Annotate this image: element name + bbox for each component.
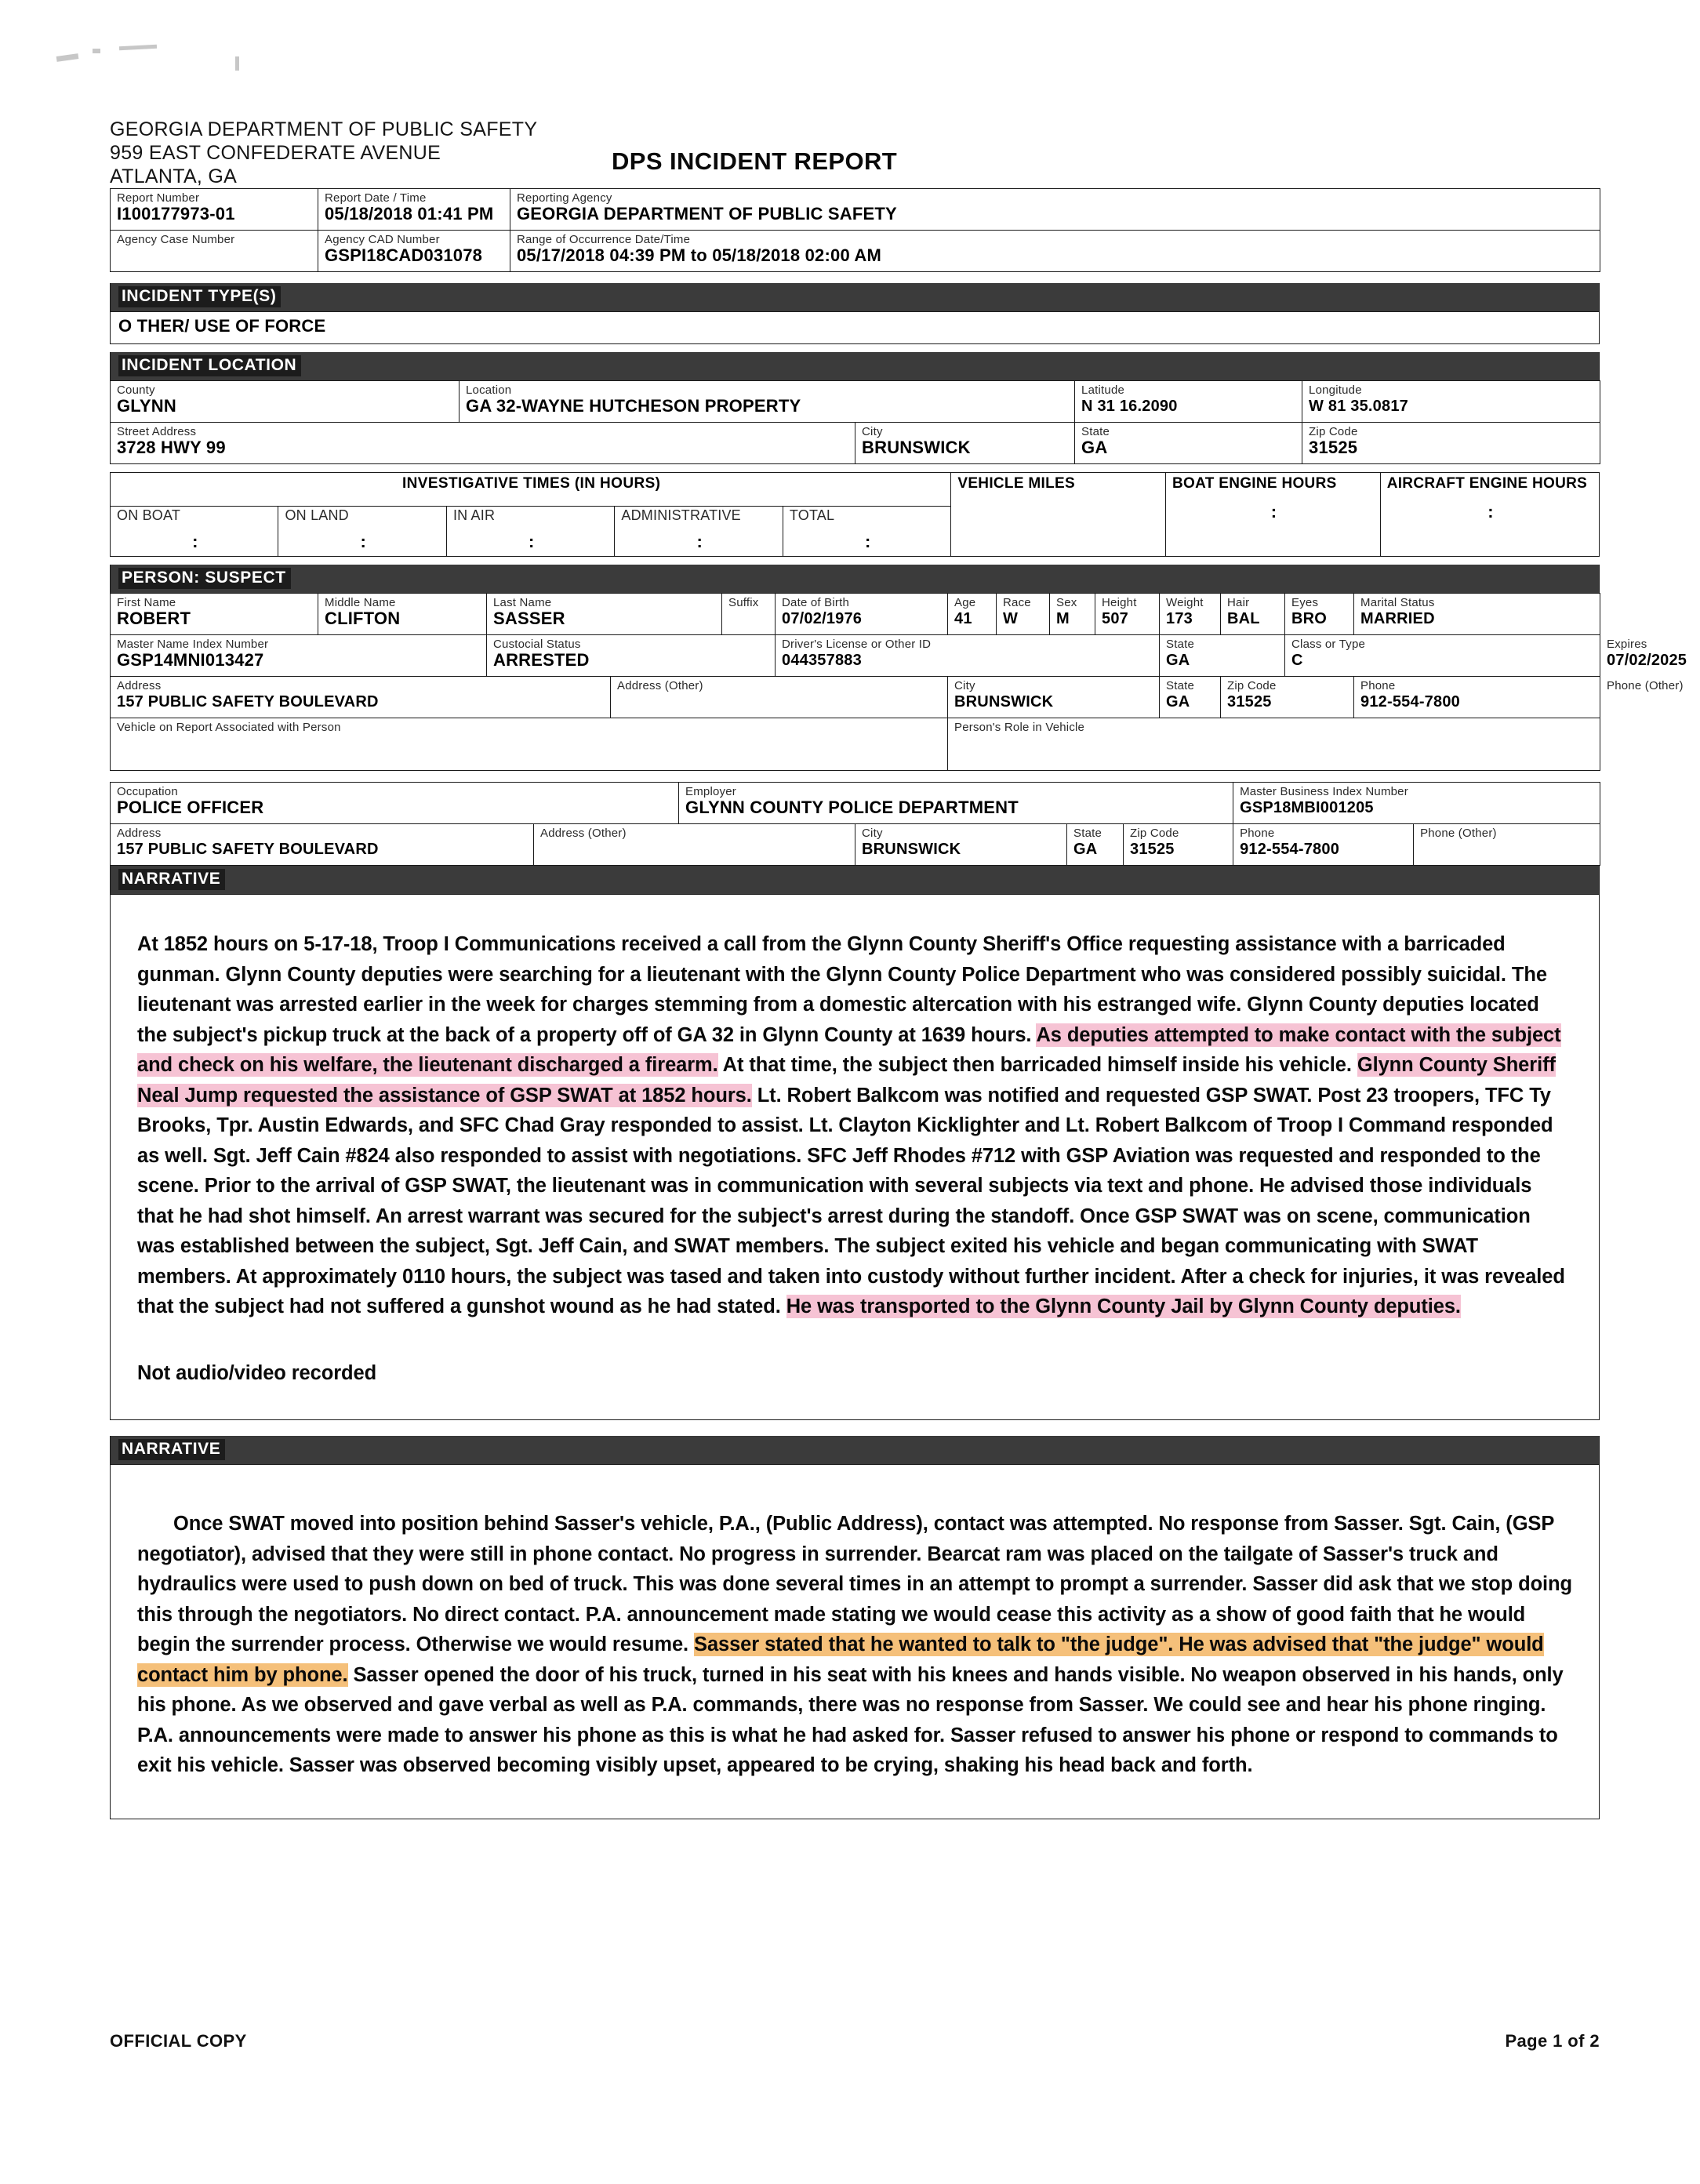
sex-cell (1050, 594, 1095, 635)
narrative-segment: Once SWAT moved into position behind Sasser's vehicle, P.A., (Public Address), contact was attempted. No response from Sasser. Sgt. Cain, (GSP negotiator), advised that they were still in phone contact. No progress in surrender. Bearcat ram was placed on the tailgate of Sasser's truck and hydraulics were used to push down on bed of truck. This was done several times in an attempt to prompt a surrender. Sasser did ask that we stop doing this through the negotiators. No direct contact. P.A. announcement made stating we would cease this activity as a show of good faith that he would begin the surrender process. Otherwise we would resume. (137, 1513, 1572, 1655)
narrative-1-section-bar (110, 866, 1600, 894)
occupation-value: POLICE OFFICER (117, 798, 264, 817)
mni-cell (111, 635, 487, 677)
agency-name-line: GEORGIA DEPARTMENT OF PUBLIC SAFETY (110, 118, 538, 140)
suspect-state-label: State (1166, 679, 1195, 692)
report-sheet (110, 118, 1687, 1819)
employer-state-value: GA (1073, 841, 1098, 858)
suspect-phone-value: 912-554-7800 (1360, 693, 1460, 710)
location-zip-value: 31525 (1309, 438, 1358, 457)
dl-class-label: Class or Type (1291, 638, 1366, 651)
suspect-section-bar (110, 565, 1600, 593)
suspect-zip-cell (1221, 677, 1354, 718)
last-name-cell (487, 594, 722, 635)
report-datetime-cell (318, 189, 510, 231)
vehicle-miles-cell (951, 473, 1166, 557)
race-label: Race (1003, 596, 1031, 609)
letterhead (110, 118, 1600, 188)
marital-status-label: Marital Status (1360, 596, 1435, 609)
incident-location-section-bar (110, 352, 1600, 380)
table-row (111, 189, 1600, 231)
agency-case-number-cell (111, 231, 318, 272)
employer-address-label: Address (117, 827, 162, 840)
custodial-status-value: ARRESTED (493, 650, 590, 670)
narrative-2-text (137, 1509, 1572, 1781)
table-row (111, 783, 1600, 824)
suspect-city-value: BRUNSWICK (954, 693, 1054, 710)
report-number-cell (111, 189, 318, 231)
employer-city-cell (855, 824, 1067, 866)
height-value: 507 (1102, 610, 1128, 627)
employer-phone-label: Phone (1240, 827, 1275, 840)
custodial-status-label: Custocial Status (493, 638, 581, 651)
employer-phone-other-label: Phone (Other) (1420, 827, 1497, 840)
investigative-times-table (110, 472, 1600, 557)
incident-location-table (110, 380, 1600, 464)
middle-name-value: CLIFTON (325, 609, 401, 628)
document-title: DPS INCIDENT REPORT (612, 147, 898, 175)
table-row (111, 423, 1600, 464)
table-row (111, 473, 1600, 507)
administrative-cell (615, 507, 783, 557)
latitude-value: N 31 16.2090 (1081, 398, 1178, 415)
county-value: GLYNN (117, 396, 176, 416)
table-row (111, 718, 1600, 771)
suspect-state-cell (1160, 677, 1221, 718)
total-value: : (864, 532, 871, 551)
agency-cad-number-value: GSPI18CAD031078 (325, 245, 483, 265)
location-cell (460, 381, 1075, 423)
table-row: Master Name Index Number GSP14MNI013427 Custocial Status ARRESTED Driver's License or Other ID 044357883 State GA Class or Type C Expires 07/02/2025 (111, 635, 1600, 677)
suspect-bar-label: PERSON: SUSPECT (118, 568, 291, 589)
employer-zip-label: Zip Code (1130, 827, 1179, 840)
suspect-state-value: GA (1166, 693, 1190, 710)
scan-artifact (235, 56, 239, 71)
narrative-1-closing-note: Not audio/video recorded (137, 1361, 377, 1384)
in-air-value: : (529, 532, 535, 551)
suspect-address-value: 157 PUBLIC SAFETY BOULEVARD (117, 693, 379, 710)
dl-state-value: GA (1166, 652, 1190, 669)
highlighted-text-orange: Sasser stated that he wanted to talk to "the judge". He was advised that "the judge" would contact him by phone. (137, 1633, 1544, 1686)
on-boat-cell (111, 507, 278, 557)
aircraft-engine-hours-cell (1380, 473, 1599, 557)
total-label: TOTAL (789, 507, 835, 523)
aircraft-engine-hours-value: : (1488, 502, 1494, 521)
mbi-cell (1233, 783, 1600, 824)
drivers-license-label: Driver's License or Other ID (782, 638, 932, 651)
reporting-agency-cell (510, 189, 1600, 231)
sex-label: Sex (1056, 596, 1077, 609)
scan-artifact (93, 49, 100, 53)
in-air-label: IN AIR (452, 507, 496, 523)
eyes-value: BRO (1291, 610, 1328, 627)
location-zip-cell (1302, 423, 1600, 464)
reporting-agency-value: GEORGIA DEPARTMENT OF PUBLIC SAFETY (517, 204, 897, 223)
narrative-2-box (110, 1464, 1600, 1819)
table-row (111, 824, 1600, 866)
dl-class-value: C (1291, 652, 1303, 669)
range-of-occurrence-label: Range of Occurrence Date/Time (517, 233, 691, 246)
eyes-cell (1285, 594, 1354, 635)
investigative-times-header: INVESTIGATIVE TIMES (IN HOURS) (111, 473, 951, 507)
dob-label: Date of Birth (782, 596, 849, 609)
agency-street-line: 959 EAST CONFEDERATE AVENUE (110, 142, 441, 164)
person-role-in-vehicle-cell (948, 718, 1600, 771)
suspect-address-other-label: Address (Other) (617, 679, 703, 692)
longitude-value: W 81 35.0817 (1309, 398, 1408, 415)
boat-engine-hours-label: BOAT ENGINE HOURS (1172, 475, 1337, 492)
narrative-segment: At that time, the subject then barricaded himself inside his vehicle. (717, 1054, 1357, 1076)
suspect-zip-label: Zip Code (1227, 679, 1277, 692)
on-boat-label: ON BOAT (117, 507, 181, 523)
in-air-cell (446, 507, 614, 557)
employer-label: Employer (685, 785, 736, 798)
narrative-1-box (110, 894, 1600, 1420)
narrative-segment: Lt. Robert Balkcom was notified and requested GSP SWAT. Post 23 troopers, TFC Ty Brooks, Tpr. Austin Edwards, and SFC Chad Gray responded to assist. Lt. Clayton Kicklighter and Lt. Robert Balkcom of Troop I Command responded as well. Sgt. Jeff Cain #824 also responded to assist with negotiations. SFC Jeff Rhodes #712 with GSP Aviation was requested and responded to the scene. Prior to the arrival of GSP SWAT, the lieutenant was in communication with several subjects via text and phone. He advised those individuals that he had shot himself. An arrest warrant was secured for the subject's arrest during the standoff. Once GSP SWAT was on scene, communication was established between the subject, Sgt. Jeff Cain, and SWAT members. The subject exited his vehicle and began communicating with SWAT members. At approximately 0110 hours, the subject was tased and taken into custody without further incident. After a check for injuries, it was revealed that the subject had not suffered a gunshot wound as he had stated. (137, 1084, 1565, 1317)
employer-value: GLYNN COUNTY POLICE DEPARTMENT (685, 798, 1019, 817)
county-label: County (117, 383, 155, 397)
occupation-cell (111, 783, 679, 824)
range-of-occurrence-cell (510, 231, 1600, 272)
agency-cad-number-label: Agency CAD Number (325, 233, 440, 246)
location-city-value: BRUNSWICK (862, 438, 971, 457)
race-cell (997, 594, 1050, 635)
range-of-occurrence-value: 05/17/2018 04:39 PM to 05/18/2018 02:00 AM (517, 245, 881, 265)
table-row: Address 157 PUBLIC SAFETY BOULEVARD Address (Other) City BRUNSWICK State GA Zip Code 31525 Phone 912-554-7800 Phone (Other) (111, 677, 1600, 718)
scan-artifact (56, 53, 79, 62)
on-land-value: : (360, 532, 366, 551)
employer-state-label: State (1073, 827, 1102, 840)
employer-cell (679, 783, 1233, 824)
longitude-label: Longitude (1309, 383, 1362, 397)
suspect-address-label: Address (117, 679, 162, 692)
suffix-label: Suffix (728, 596, 759, 609)
suspect-phone-label: Phone (1360, 679, 1396, 692)
incident-location-bar-label: INCIDENT LOCATION (118, 355, 301, 376)
dl-class-cell (1285, 635, 1600, 677)
first-name-label: First Name (117, 596, 176, 609)
report-number-value: I100177973-01 (117, 204, 235, 223)
aircraft-engine-hours-label: AIRCRAFT ENGINE HOURS (1386, 475, 1588, 492)
middle-name-cell (318, 594, 487, 635)
on-land-cell (278, 507, 446, 557)
suspect-zip-value: 31525 (1227, 693, 1272, 710)
location-zip-label: Zip Code (1309, 425, 1358, 438)
mni-value: GSP14MNI013427 (117, 650, 264, 670)
sex-value: M (1056, 610, 1070, 627)
agency-city-line: ATLANTA, GA (110, 165, 238, 187)
dob-cell (776, 594, 948, 635)
first-name-cell (111, 594, 318, 635)
total-cell (783, 507, 950, 557)
weight-value: 173 (1166, 610, 1193, 627)
longitude-cell (1302, 381, 1600, 423)
narrative-segment: Sasser opened the door of his truck, turned in his seat with his knees and hands visible. No weapon observed in his hands, only his phone. As we observed and gave verbal as well as P.A. commands, there was no response from Sasser. We could see and hear his phone ringing. P.A. announcements were made to answer his phone as this is what he had asked for. Sasser refused to answer his phone or respond to commands to exit his vehicle. Sasser was observed becoming visibly upset, appeared to be crying, shaking his head back and forth. (137, 1663, 1564, 1776)
highlighted-text-pink: He was transported to the Glynn County Jail by Glynn County deputies. (786, 1296, 1461, 1317)
page-footer (110, 2031, 1600, 2051)
suspect-city-label: City (954, 679, 975, 692)
agency-cad-number-cell (318, 231, 510, 272)
location-label: Location (466, 383, 512, 397)
suffix-cell (722, 594, 776, 635)
middle-name-label: Middle Name (325, 596, 396, 609)
narrative-1-text (137, 929, 1572, 1322)
location-city-cell (855, 423, 1075, 464)
mbi-value: GSP18MBI001205 (1240, 799, 1374, 816)
suspect-employment-table (110, 782, 1600, 866)
eyes-label: Eyes (1291, 596, 1319, 609)
dob-value: 07/02/1976 (782, 610, 863, 627)
marital-status-value: MARRIED (1360, 610, 1435, 627)
highlighted-text-pink: As deputies attempted to make contact with the subject and check on his welfare, the lieutenant discharged a firearm. (137, 1023, 1561, 1076)
employer-state-cell (1067, 824, 1124, 866)
suspect-identity-table (110, 593, 1687, 771)
marital-status-cell (1354, 594, 1600, 635)
employer-address-other-cell (534, 824, 855, 866)
narrative-segment: At 1852 hours on 5-17-18, Troop I Communications received a call from the Glynn County Sheriff's Office requesting assistance with a barricaded gunman. Glynn County deputies were searching for a lieutenant with the Glynn County Police Department who was considered possibly suicidal. The lieutenant was arrested earlier in the week for charges stemming from a domestic altercation with his estranged wife. Glynn County deputies located the subject's pickup truck at the back of a property off of GA 32 in Glynn County at 1639 hours. (137, 933, 1547, 1046)
last-name-label: Last Name (493, 596, 552, 609)
weight-label: Weight (1166, 596, 1204, 609)
weight-cell (1160, 594, 1221, 635)
location-city-label: City (862, 425, 883, 438)
boat-engine-hours-value: : (1270, 502, 1277, 521)
hair-value: BAL (1227, 610, 1260, 627)
location-state-cell (1075, 423, 1302, 464)
report-datetime-value: 05/18/2018 01:41 PM (325, 204, 494, 223)
narrative-1-bar-label: NARRATIVE (118, 869, 225, 890)
hair-label: Hair (1227, 596, 1250, 609)
suspect-city-cell (948, 677, 1160, 718)
last-name-value: SASSER (493, 609, 565, 628)
hair-cell (1221, 594, 1285, 635)
table-row (111, 381, 1600, 423)
suspect-phone-cell (1354, 677, 1600, 718)
latitude-cell (1075, 381, 1302, 423)
mni-label: Master Name Index Number (117, 638, 269, 651)
page-number: Page 1 of 2 (1505, 2031, 1600, 2051)
height-cell (1095, 594, 1160, 635)
age-value: 41 (954, 610, 972, 627)
vehicle-on-report-label: Vehicle on Report Associated with Person (117, 721, 341, 734)
narrative-2-bar-label: NARRATIVE (118, 1439, 225, 1460)
employer-phone-cell (1233, 824, 1414, 866)
suspect-address-cell (111, 677, 611, 718)
on-boat-value: : (192, 532, 198, 551)
on-land-label: ON LAND (285, 507, 349, 523)
street-address-value: 3728 HWY 99 (117, 438, 226, 457)
dl-state-cell (1160, 635, 1285, 677)
administrative-label: ADMINISTRATIVE (621, 507, 741, 523)
first-name-value: ROBERT (117, 609, 191, 628)
employer-phone-other-cell (1414, 824, 1600, 866)
highlighted-text-pink: Glynn County Sheriff Neal Jump requested the assistance of GSP SWAT at 1852 hours. (137, 1054, 1556, 1107)
incident-type-value: O THER/ USE OF FORCE (118, 316, 326, 336)
age-cell (948, 594, 997, 635)
occupation-label: Occupation (117, 785, 178, 798)
height-label: Height (1102, 596, 1137, 609)
vehicle-on-report-cell (111, 718, 948, 771)
latitude-label: Latitude (1081, 383, 1125, 397)
race-value: W (1003, 610, 1019, 627)
official-copy-label: OFFICIAL COPY (110, 2031, 247, 2051)
vehicle-miles-label: VEHICLE MILES (957, 475, 1075, 492)
boat-engine-hours-cell (1166, 473, 1381, 557)
employer-phone-value: 912-554-7800 (1240, 841, 1340, 858)
mbi-label: Master Business Index Number (1240, 785, 1408, 798)
dl-state-label: State (1166, 638, 1195, 651)
scan-artifact (119, 45, 157, 51)
age-label: Age (954, 596, 976, 609)
county-cell (111, 381, 460, 423)
employer-city-label: City (862, 827, 883, 840)
employer-address-value: 157 PUBLIC SAFETY BOULEVARD (117, 841, 379, 858)
suspect-address-other-cell (611, 677, 948, 718)
incident-type-value-cell (110, 311, 1600, 344)
employer-city-value: BRUNSWICK (862, 841, 961, 858)
employer-zip-value: 31525 (1130, 841, 1175, 858)
report-number-label: Report Number (117, 191, 200, 205)
reporting-agency-label: Reporting Agency (517, 191, 612, 205)
table-row (111, 231, 1600, 272)
incident-types-bar-label: INCIDENT TYPE(S) (118, 286, 281, 307)
employer-address-cell (111, 824, 534, 866)
report-datetime-label: Report Date / Time (325, 191, 427, 205)
table-row (111, 594, 1600, 635)
drivers-license-value: 044357883 (782, 652, 862, 669)
employer-zip-cell (1124, 824, 1233, 866)
agency-case-number-label: Agency Case Number (117, 233, 235, 246)
report-header-table (110, 188, 1600, 272)
street-address-cell (111, 423, 855, 464)
custodial-status-cell (487, 635, 776, 677)
street-address-label: Street Address (117, 425, 197, 438)
location-state-value: GA (1081, 438, 1108, 457)
location-value: GA 32-WAYNE HUTCHESON PROPERTY (466, 396, 801, 416)
administrative-value: : (696, 532, 703, 551)
narrative-2-section-bar (110, 1436, 1600, 1464)
employer-address-other-label: Address (Other) (540, 827, 627, 840)
person-role-in-vehicle-label: Person's Role in Vehicle (954, 721, 1085, 734)
incident-types-section-bar (110, 283, 1600, 311)
location-state-label: State (1081, 425, 1110, 438)
drivers-license-cell (776, 635, 1160, 677)
